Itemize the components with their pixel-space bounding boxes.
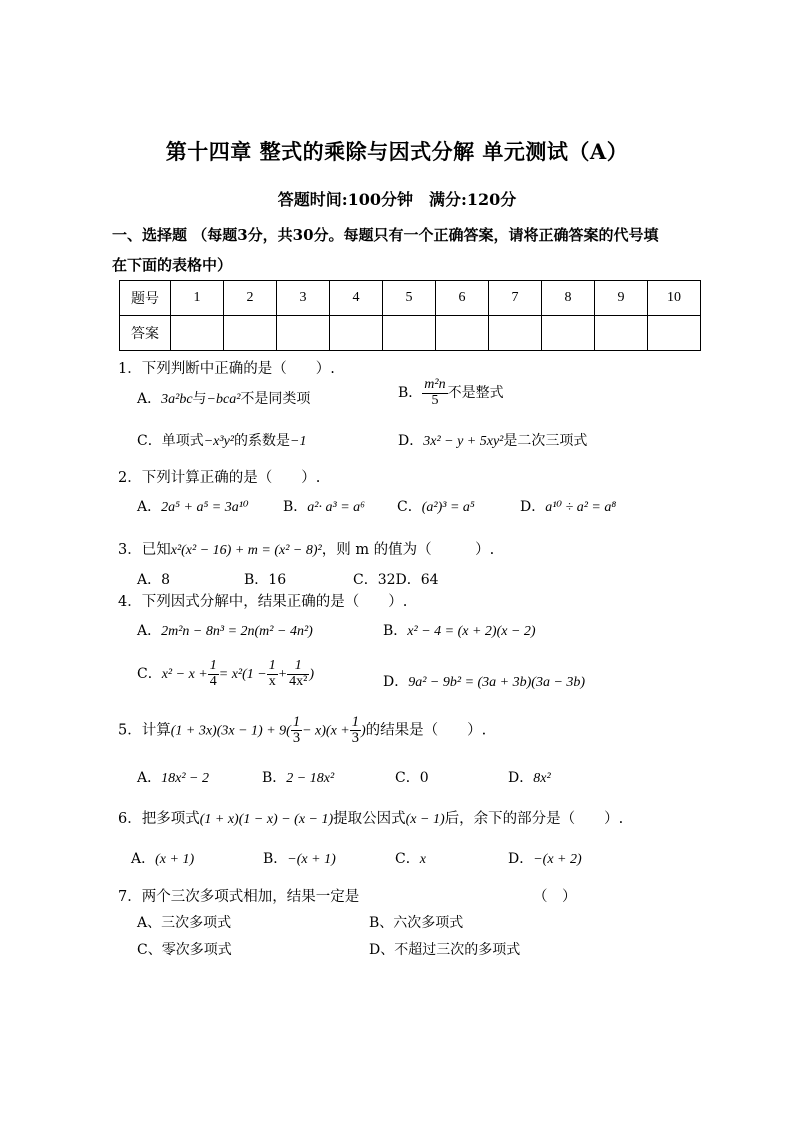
fraction: $\frac{1}{4}$ <box>209 658 217 689</box>
question-3-option-cd: C．32D．64 <box>353 572 439 588</box>
answer-cell-6[interactable] <box>436 316 489 351</box>
question-3-stem: 3．已知x²(x² − 16) + m = (x² − 8)²，则 m 的值为（ ）. <box>118 542 495 558</box>
answer-cell-9[interactable] <box>595 316 648 351</box>
question-7-option-b: B、六次多项式 <box>369 915 464 931</box>
table-cell-number: 6 <box>436 281 489 316</box>
table-cell-number: 9 <box>595 281 648 316</box>
answer-cell-10[interactable] <box>648 316 701 351</box>
exam-info: 答题时间:100分钟 满分:120分 <box>277 190 517 209</box>
section-heading-line1: 一、选择题 （每题3分，共30分。每题只有一个正确答案，请将正确答案的代号填 <box>112 226 659 244</box>
table-cell-number: 4 <box>330 281 383 316</box>
question-2-option-d: D．a¹⁰ ÷ a² = a⁸ <box>520 499 617 515</box>
answer-cell-3[interactable] <box>277 316 330 351</box>
table-cell-number: 10 <box>648 281 701 316</box>
table-cell-label: 题号 <box>120 281 171 316</box>
question-7-option-a: A、三次多项式 <box>137 915 232 931</box>
question-1-stem: 1．下列判断中正确的是（ ）. <box>118 361 335 377</box>
table-cell-number: 8 <box>542 281 595 316</box>
question-4-option-a: A．2m²n − 8n³ = 2n(m² − 4n²) <box>137 623 313 639</box>
question-6-option-a: A．(x + 1) <box>131 851 195 867</box>
question-5-option-d: D．8x² <box>508 770 551 786</box>
table-row-answers <box>120 316 701 351</box>
question-5-option-a: A．18x² − 2 <box>137 770 209 786</box>
question-4-stem: 4．下列因式分解中，结果正确的是（ ）. <box>118 594 408 610</box>
table-cell-label: 答案 <box>120 316 171 351</box>
question-2-option-b: B．a²· a³ = a⁶ <box>283 499 366 515</box>
answer-cell-8[interactable] <box>542 316 595 351</box>
fraction: $\frac{\text{m²n}}{5}$ <box>424 377 446 408</box>
question-3-option-a: A．8 <box>137 572 171 588</box>
question-6-option-c: C．x <box>395 851 426 867</box>
table-cell-number: 2 <box>224 281 277 316</box>
question-6-option-b: B．−(x + 1) <box>263 851 336 867</box>
question-2-stem: 2．下列计算正确的是（ ）. <box>118 470 321 486</box>
fraction: $\frac{1}{\text{4x²}}$ <box>289 658 308 689</box>
answer-cell-4[interactable] <box>330 316 383 351</box>
table-row-numbers <box>120 281 701 316</box>
section-heading-line2: 在下面的表格中） <box>112 256 233 274</box>
fraction: $\frac{1}{3}$ <box>351 714 359 747</box>
table-cell-number: 1 <box>171 281 224 316</box>
table-cell-number: 3 <box>277 281 330 316</box>
page-title: 第十四章 整式的乘除与因式分解 单元测试（A） <box>165 139 629 164</box>
question-4-option-c: C．x² − x + $\frac{1}{4}$ = x²(1 − $\frac{1}{x}$ + $\frac{1}{\text{4x²}}$ ) <box>137 658 315 689</box>
question-5-stem: 5．计算(1 + 3x)(3x − 1) + 9( $\frac{1}{3}$ − x)(x + $\frac{1}{3}$ )的结果是（ ）. <box>118 714 487 747</box>
fraction: $\frac{1}{x}$ <box>268 658 276 689</box>
question-7-answer-blank[interactable]: （ ） <box>533 889 577 905</box>
question-7-option-d: D、不超过三次的多项式 <box>369 942 521 958</box>
question-1-option-a: A．3a²bc与−bca²不是同类项 <box>137 391 311 407</box>
question-5-option-c: C．0 <box>395 770 429 786</box>
table-cell-number: 5 <box>383 281 436 316</box>
table-cell-number: 7 <box>489 281 542 316</box>
question-6-option-d: D．−(x + 2) <box>508 851 582 867</box>
answer-cell-7[interactable] <box>489 316 542 351</box>
answer-cell-5[interactable] <box>383 316 436 351</box>
question-5-option-b: B．2 − 18x² <box>262 770 335 786</box>
question-4-option-b: B．x² − 4 = (x + 2)(x − 2) <box>383 623 536 639</box>
question-7-option-c: C、零次多项式 <box>137 942 232 958</box>
question-2-option-a: A．2a⁵ + a⁵ = 3a¹⁰ <box>137 499 249 515</box>
question-4-option-d: D．9a² − 9b² = (3a + 3b)(3a − 3b) <box>383 674 586 690</box>
question-7-stem: 7．两个三次多项式相加，结果一定是 <box>118 889 360 905</box>
fraction: $\frac{1}{3}$ <box>292 714 301 747</box>
answer-cell-1[interactable] <box>171 316 224 351</box>
answer-cell-2[interactable] <box>224 316 277 351</box>
answer-table <box>119 280 701 351</box>
question-2-option-c: C．(a²)³ = a⁵ <box>397 499 475 515</box>
question-1-option-d: D．3x² − y + 5xy²是二次三项式 <box>398 433 588 449</box>
question-1-option-b: B． $\frac{\text{m²n}}{5}$ 不是整式 <box>398 377 504 408</box>
question-1-option-c: C．单项式−x³y²的系数是−1 <box>137 433 307 449</box>
question-3-option-b: B．16 <box>244 572 287 588</box>
question-6-stem: 6．把多项式(1 + x)(1 − x) − (x − 1)提取公因式(x − 1)后，余下的部分是（ ）. <box>118 811 624 827</box>
